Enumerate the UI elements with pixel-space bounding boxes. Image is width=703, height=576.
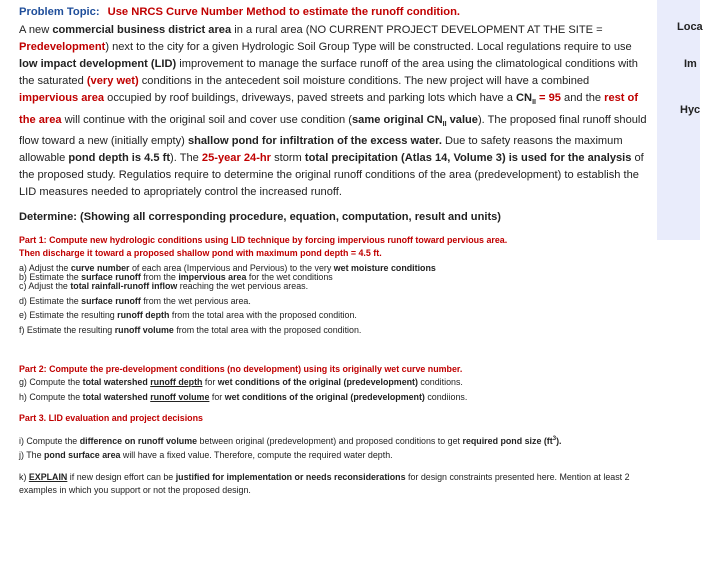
part2-section [19, 363, 649, 405]
part2-item-g: g) Compute the total watershed runoff depth for wet conditions of the original (predevelopment) conditions. [19, 376, 463, 387]
determine-instruction: Determine: (Showing all corresponding procedure, equation, computation, result and units) [19, 211, 501, 224]
topic-label: Problem Topic: [19, 6, 100, 18]
part1-item-d: d) Estimate the surface runoff from the wet pervious area. [19, 295, 251, 306]
side-label-hydrologic: Hyc [680, 104, 701, 116]
part1-section [19, 234, 527, 337]
part2-item-h: h) Compute the total watershed runoff volume for wet conditions of the original (predevelopment) condiions. [19, 391, 468, 402]
part1-item-a: a) Adjust the curve number of each area (Impervious and Pervious) to the very wet moisture conditions [19, 263, 436, 274]
part1-item-c: c) Adjust the total rainfall-runoff inflow reaching the wet pervious areas. [19, 281, 309, 292]
side-label-impervious: Im [684, 58, 697, 70]
side-label-location: Loca [677, 21, 703, 33]
topic-title: Use NRCS Curve Number Method to estimate the runoff condition. [107, 6, 461, 18]
part1-item-f: f) Estimate the resulting runoff volume from the total area with the proposed condition. [19, 324, 362, 335]
part1-item-e: e) Estimate the resulting runoff depth from the total area with the proposed condition. [19, 310, 357, 321]
part3-item-j: j) The pond surface area will have a fixed value. Therefore, compute the required water depth. [19, 450, 393, 461]
side-table-panel [657, 0, 703, 240]
problem-topic [19, 6, 649, 18]
part3-item-k: k) EXPLAIN if new design effort can be justified for implementation or needs reconsiderations for design constraints presented here. Mention at least 2 examples in which you support or not the proposed design. [19, 471, 630, 496]
part1-heading: Part 1: Compute new hydrologic conditions using LID technique by forcing impervious runoff toward pervious area. Then discharge it toward a proposed shallow pond with maximum pond depth = 4.5 ft. [19, 235, 508, 258]
part1-item-b: b) Estimate the surface runoff from the impervious area for the wet conditions [19, 272, 333, 283]
part3-item-i: i) Compute the difference on runoff volume between original (predevelopment) and proposed conditions to get required pond size $(ft^3)$. [19, 435, 562, 446]
part2-heading: Part 2: Compute the pre-development conditions (no development) using its originally wet curve number. [19, 363, 463, 374]
problem-document [19, 6, 649, 498]
part3-heading: Part 3. LID evaluation and project decisions [19, 413, 203, 424]
problem-statement: A new commercial business district area in a rural area (NO CURRENT PROJECT DEVELOPMENT AT THE SITE = Predevelopment) next to the city for a given Hydrologic Soil Group Type will be constructed. Local regulations require to use low impact development (LID) improvement to manage the surface runoff of the area using the climatological conditions with the saturated (very wet) conditions in the antecedent soil moisture conditions. The new project will have a combined impervious area occupied by roof buildings, driveways, paved streets and parking lots which have a $CN_{II} = 95$ and the rest of the area will continue with the original soil and cover use condition (same original $CN_{II}$ value). The proposed final runoff should flow toward a new (initially empty) shallow pond for infiltration of the excess water. Due to safety reasons the maximum allowable pond depth is 4.5 ft). The 25-year 24-hr storm total precipitation (Atlas 14, Volume 3) is used for the analysis of the proposed study. Regulatios require to determine the original runoff conditions of the area (predevelopment) to establish the LID measures needed to apropriately control the increased runoff. [19, 24, 647, 199]
part3-section [19, 412, 649, 498]
